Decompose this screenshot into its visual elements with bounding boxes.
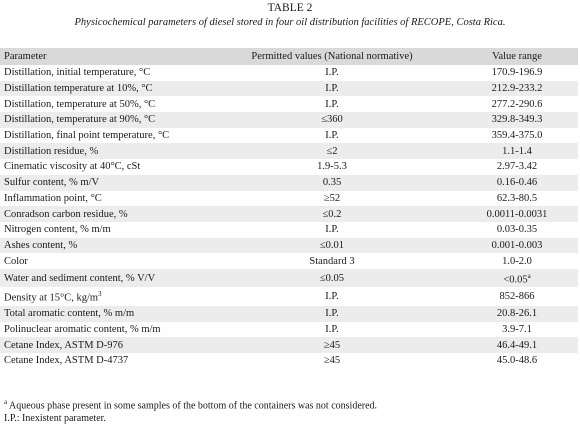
cell-permitted: ≤0.05 bbox=[319, 272, 345, 284]
cell-range: 0.0011-0.0031 bbox=[486, 208, 548, 220]
cell-permitted: I.P. bbox=[325, 67, 339, 79]
cell-range: 1.0-2.0 bbox=[502, 255, 532, 267]
cell-permitted: ≤0.2 bbox=[322, 208, 342, 220]
cell-parameter: Polinuclear aromatic content, % m/m bbox=[4, 323, 161, 335]
table-notes bbox=[4, 396, 377, 425]
cell-permitted: ≤0.01 bbox=[319, 239, 345, 251]
cell-parameter: Distillation, temperature at 90%, °C bbox=[4, 114, 156, 126]
cell-permitted: I.P. bbox=[325, 130, 339, 142]
table-row bbox=[0, 112, 578, 128]
table-row bbox=[0, 65, 578, 81]
header-range: Value range bbox=[492, 51, 542, 62]
table-row bbox=[0, 206, 578, 222]
cell-range: 20.8-26.1 bbox=[496, 308, 538, 320]
header-parameter: Parameter bbox=[4, 51, 47, 62]
cell-range: 45.0-48.6 bbox=[496, 355, 538, 367]
cell-permitted: ≥52 bbox=[323, 192, 341, 204]
abbreviation-note: I.P.: Inexistent parameter. bbox=[4, 413, 106, 425]
table-row bbox=[0, 159, 578, 175]
cell-parameter: Color bbox=[4, 255, 28, 267]
cell-permitted: ≥45 bbox=[323, 339, 341, 351]
cell-permitted: 1.9-5.3 bbox=[317, 161, 347, 173]
cell-range: <0.05$^a$ bbox=[503, 271, 531, 286]
table-row bbox=[0, 81, 578, 97]
table-row bbox=[0, 128, 578, 144]
parameters-table bbox=[0, 48, 578, 369]
cell-range: 359.4-375.0 bbox=[491, 130, 543, 142]
cell-permitted: I.P. bbox=[325, 224, 339, 236]
cell-range: 0.001-0.003 bbox=[491, 239, 543, 251]
cell-parameter: Ashes content, % bbox=[4, 239, 78, 251]
cell-range: 0.03-0.35 bbox=[496, 224, 538, 236]
cell-parameter: Distillation, initial temperature, °C bbox=[4, 67, 151, 79]
cell-permitted: ≤2 bbox=[326, 145, 338, 157]
table-row bbox=[0, 337, 578, 353]
cell-parameter: Water and sediment content, % V/V bbox=[4, 272, 156, 284]
cell-permitted: I.P. bbox=[325, 98, 339, 110]
cell-range: 329.8-349.3 bbox=[491, 114, 543, 126]
table-row bbox=[0, 222, 578, 238]
cell-range: 212.9-233.2 bbox=[491, 83, 543, 95]
cell-permitted: I.P. bbox=[325, 323, 339, 335]
cell-permitted: Standard 3 bbox=[309, 255, 355, 267]
cell-permitted: ≤360 bbox=[321, 114, 343, 126]
cell-range: 0.16-0.46 bbox=[496, 177, 538, 189]
cell-range: 1.1-1.4 bbox=[502, 145, 532, 157]
cell-parameter: Sulfur content, % m/V bbox=[4, 177, 100, 189]
footnote bbox=[4, 396, 377, 412]
cell-permitted: 0.35 bbox=[322, 177, 342, 189]
cell-permitted: I.P. bbox=[325, 291, 339, 303]
table-row bbox=[0, 353, 578, 369]
cell-range: 170.9-196.9 bbox=[491, 67, 543, 79]
cell-range: 852-866 bbox=[499, 291, 535, 303]
table-row bbox=[0, 269, 578, 288]
cell-permitted: I.P. bbox=[325, 83, 339, 95]
table-row bbox=[0, 287, 578, 306]
cell-parameter: Nitrogen content, % m/m bbox=[4, 224, 111, 236]
table-row bbox=[0, 96, 578, 112]
cell-parameter: Total aromatic content, % m/m bbox=[4, 308, 135, 320]
table-row bbox=[0, 253, 578, 269]
header-permitted: Permitted values (National normative) bbox=[251, 51, 413, 62]
table-row bbox=[0, 175, 578, 191]
table-row bbox=[0, 238, 578, 254]
cell-range: 2.97-3.42 bbox=[496, 161, 538, 173]
cell-parameter: Distillation temperature at 10%, °C bbox=[4, 83, 153, 95]
cell-parameter: Distillation residue, % bbox=[4, 145, 99, 157]
table-row bbox=[0, 322, 578, 338]
cell-range: 46.4-49.1 bbox=[496, 339, 538, 351]
cell-range: 3.9-7.1 bbox=[502, 323, 532, 335]
cell-parameter: Distillation, final point temperature, °C bbox=[4, 130, 170, 142]
cell-parameter: Inflammation point, °C bbox=[4, 192, 102, 204]
cell-parameter: Distillation, temperature at 50%, °C bbox=[4, 98, 156, 110]
cell-parameter: Density at 15°C, $kg/m^3$ bbox=[4, 290, 102, 304]
cell-range: 277.2-290.6 bbox=[491, 98, 543, 110]
cell-parameter: Conradson carbon residue, % bbox=[4, 208, 128, 220]
table-caption: Physicochemical parameters of diesel stored in four oil distribution facilities of RECOPE, Costa Rica. bbox=[74, 17, 506, 28]
cell-permitted: I.P. bbox=[325, 308, 339, 320]
cell-permitted: ≥45 bbox=[323, 355, 341, 367]
footnote-marker: a bbox=[4, 398, 8, 406]
table-row bbox=[0, 306, 578, 322]
cell-parameter: Cinematic viscosity at 40°C, cSt bbox=[4, 161, 141, 173]
cell-parameter: Cetane Index, ASTM D-976 bbox=[4, 339, 123, 351]
table-row bbox=[0, 143, 578, 159]
table-body bbox=[0, 65, 578, 369]
table-header-row bbox=[0, 48, 578, 65]
footnote-text: Aqueous phase present in some samples of the bottom of the containers was not considered. bbox=[7, 400, 378, 412]
cell-range: 62.3-80.5 bbox=[496, 192, 538, 204]
table-row bbox=[0, 191, 578, 207]
cell-parameter: Cetane Index, ASTM D-4737 bbox=[4, 355, 129, 367]
table-label: TABLE 2 bbox=[267, 2, 313, 14]
